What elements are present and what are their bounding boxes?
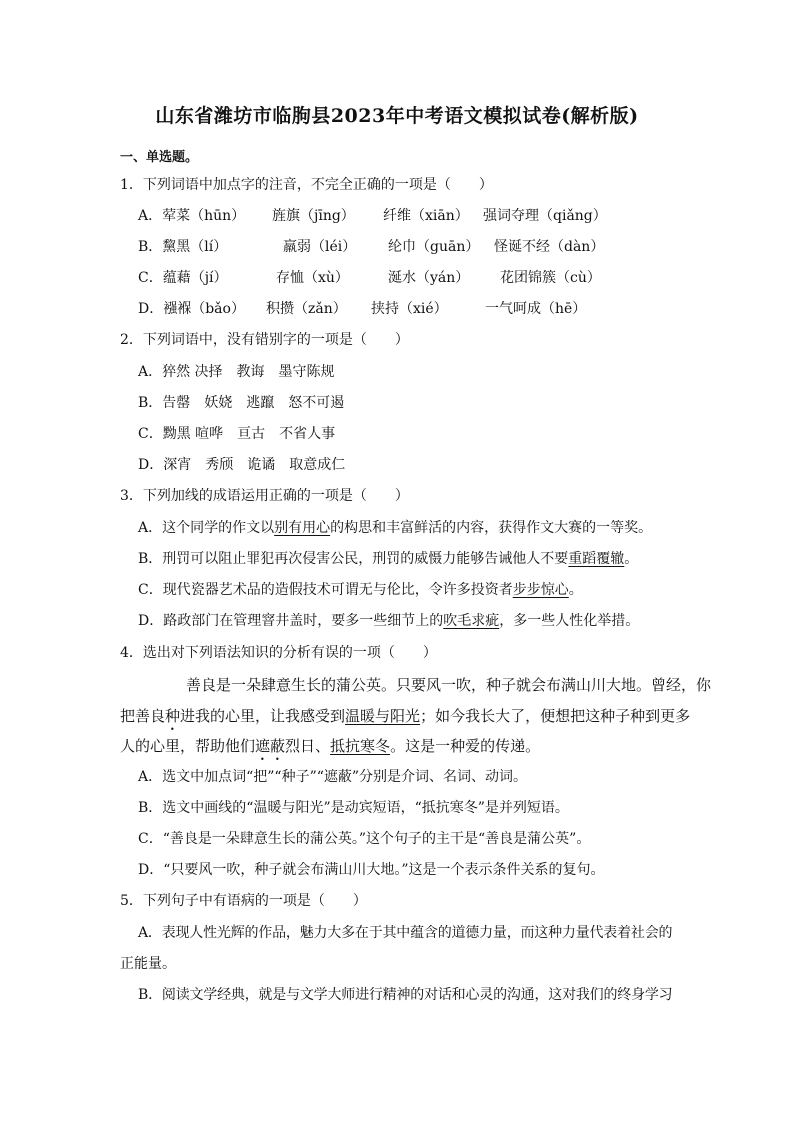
passage-dotted-word: 种 xyxy=(165,707,181,725)
q1-d-3: 挟持（xié） xyxy=(371,301,448,317)
q3-c-text: C．现代瓷器艺术品的造假技术可谓无与伦比，令许多投资者 xyxy=(138,582,513,598)
question-5-option-a-cont: 正能量。 xyxy=(120,956,176,972)
passage-line-1: 善良是一朵肆意生长的蒲公英。只要风一吹，种子就会布满山川大地。曾经，你 xyxy=(186,676,712,694)
passage-text: 进我的心里，让我感受到 xyxy=(180,707,346,725)
q1-a-4: 强词夺理（qiǎng） xyxy=(483,208,607,224)
question-4-option-a: A．选文中加点词“把”“种子”“遮蔽”分别是介词、名词、动词。 xyxy=(138,769,528,785)
question-4-option-c: C．“善良是一朵肆意生长的蒲公英。”这个句子的主干是“善良是蒲公英”。 xyxy=(138,831,591,847)
q1-c-2: 存恤（xù） xyxy=(276,270,349,286)
question-2-option-b: B．告罄 妖娆 逃躥 怒不可遏 xyxy=(138,395,345,411)
question-5-option-b: B．阅读文学经典，就是与文学大师进行精神的对话和心灵的沟通，这对我们的终身学习 xyxy=(138,987,673,1003)
passage-text: 。这是一种爱的传递。 xyxy=(390,737,541,755)
passage-line-3 xyxy=(120,736,540,764)
q3-d-text: D．路政部门在管理窨井盖时，要多一些细节上的 xyxy=(138,613,444,629)
q1-c-1: C．蕴藉（jí） xyxy=(138,270,228,286)
question-2-option-a: A．猝然 决择 教诲 墨守陈规 xyxy=(138,364,335,380)
q3-a-text: A．这个同学的作文以 xyxy=(138,520,275,536)
passage-text: 烈日、 xyxy=(285,737,331,755)
question-3-option-b xyxy=(138,549,638,569)
q1-b-2: 羸弱（léi） xyxy=(283,239,357,255)
section-heading: 一、单选题。 xyxy=(120,150,199,165)
question-1-option-row xyxy=(138,299,738,319)
question-1-option-row xyxy=(138,268,738,288)
q1-c-4: 花团锦簇（cù） xyxy=(500,270,601,286)
q3-b-text: B．刑罚可以阻止罪犯再次侵害公民，刑罚的威慑力能够告诫他人不要 xyxy=(138,551,569,567)
question-3-option-a xyxy=(138,518,652,538)
question-2-option-c: C．黝黑 喧哗 亘古 不省人事 xyxy=(138,426,336,442)
passage-text: 把善良 xyxy=(120,707,166,725)
passage-text: ；如今我长大了，便想把这种子种到更多 xyxy=(420,707,691,725)
q1-b-3: 纶巾（guān） xyxy=(388,239,480,255)
q1-b-1: B．黧黑（lí） xyxy=(138,239,228,255)
question-4-stem: 4．选出对下列语法知识的分析有误的一项（ ） xyxy=(120,645,437,661)
q3-b-text-end: 。 xyxy=(624,551,639,567)
question-2-option-d: D．深宵 秀颀 诡谲 取意成仁 xyxy=(138,457,346,473)
q1-a-2: 旌旗（jīng） xyxy=(272,208,355,224)
question-4-option-d: D．“只要风一吹，种子就会布满山川大地。”这是一个表示条件关系的复句。 xyxy=(138,862,605,878)
passage-underlined-phrase: 抵抗寒冬 xyxy=(330,737,391,755)
q3-b-underlined: 重蹈覆辙 xyxy=(568,551,625,567)
q1-b-4: 怪诞不经（dàn） xyxy=(494,239,605,255)
question-2-stem: 2．下列词语中，没有错别字的一项是（ ） xyxy=(120,332,409,348)
question-3-option-d xyxy=(138,611,639,631)
q1-c-3: 涎水（yán） xyxy=(388,270,470,286)
q3-c-text-end: 。 xyxy=(568,582,583,598)
question-1-option-row xyxy=(138,206,738,226)
passage-line-2 xyxy=(120,706,690,734)
q3-a-text-end: 的构思和丰富鲜活的内容，获得作文大赛的一等奖。 xyxy=(330,520,653,536)
q1-a-3: 纤维（xiān） xyxy=(383,208,469,224)
passage-dotted-word: 遮蔽 xyxy=(255,737,286,755)
q3-c-underlined: 步步惊心 xyxy=(512,582,569,598)
passage-underlined-phrase: 温暖与阳光 xyxy=(345,707,421,725)
q1-d-4: 一气呵成（hē） xyxy=(485,301,587,317)
question-1-stem: 1．下列词语中加点字的注音，不完全正确的一项是（ ） xyxy=(120,177,493,193)
question-1-option-row xyxy=(138,237,738,257)
passage-text: 人的心里，帮助他们 xyxy=(120,737,256,755)
q1-d-2: 积攒（zǎn） xyxy=(266,301,347,317)
q3-d-text-end: ，多一些人性化举措。 xyxy=(499,613,640,629)
q1-a-1: A．荤菜（hūn） xyxy=(138,208,246,224)
page-title: 山东省潍坊市临朐县2023年中考语文模拟试卷(解析版) xyxy=(155,105,639,127)
q3-d-underlined: 吹毛求疵 xyxy=(443,613,500,629)
q3-a-underlined: 别有用心 xyxy=(274,520,331,536)
question-3-option-c xyxy=(138,580,583,600)
question-3-stem: 3．下列加线的成语运用正确的一项是（ ） xyxy=(120,488,409,504)
q1-d-1: D．襁褓（bǎo） xyxy=(138,301,245,317)
question-5-option-a: A．表现人性光辉的作品，魅力大多在于其中蕴含的道德力量，而这种力量代表着社会的 xyxy=(138,925,673,941)
question-5-stem: 5．下列句子中有语病的一项是（ ） xyxy=(120,893,367,909)
question-4-option-b: B．选文中画线的“温暖与阳光”是动宾短语，“抵抗寒冬”是并列短语。 xyxy=(138,800,569,816)
